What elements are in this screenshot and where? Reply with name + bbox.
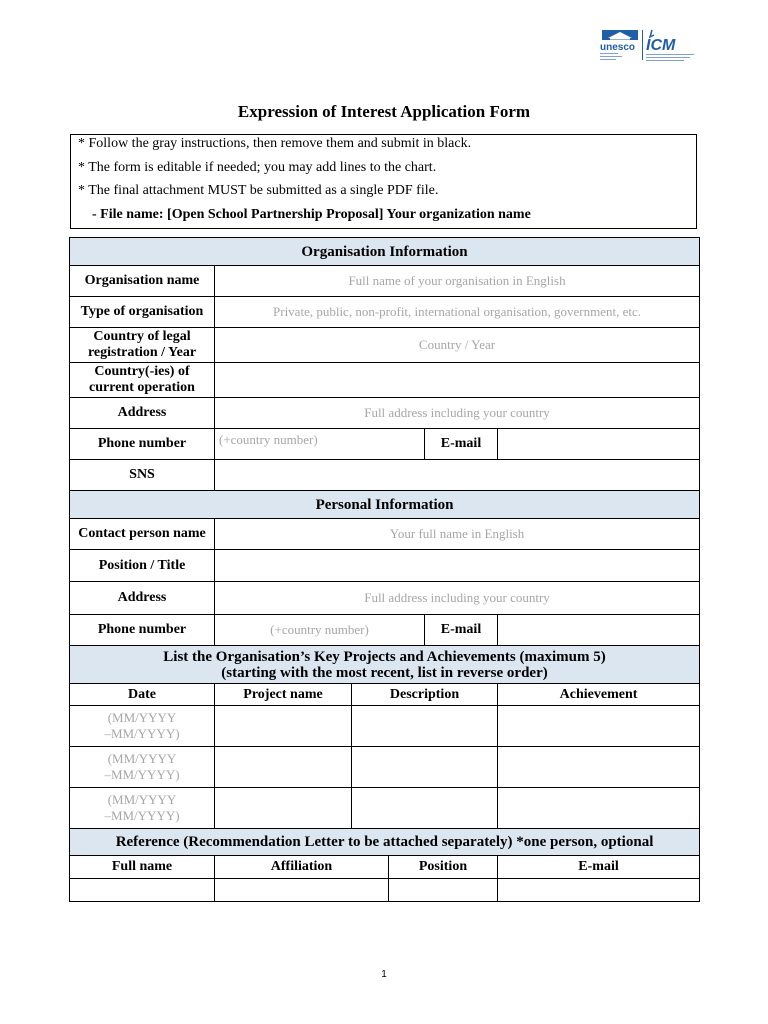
project-achievement-field[interactable] bbox=[498, 706, 700, 747]
personal-email-field[interactable] bbox=[498, 615, 700, 646]
personal-email-label: E-mail bbox=[425, 615, 498, 646]
project-name-field[interactable] bbox=[215, 747, 352, 788]
project-name-field[interactable] bbox=[215, 706, 352, 747]
reference-header: Reference (Recommendation Letter to be attached separately) *one person, optional bbox=[70, 829, 700, 856]
project-name-field[interactable] bbox=[215, 788, 352, 829]
project-date-field[interactable]: (MM/YYYY –MM/YYYY) bbox=[70, 788, 215, 829]
projects-header-line1: List the Organisation’s Key Projects and Achievements (maximum 5) bbox=[163, 648, 606, 665]
org-type-field[interactable]: Private, public, non-profit, international organisation, government, etc. bbox=[215, 297, 700, 328]
contact-name-field[interactable]: Your full name in English bbox=[215, 519, 700, 550]
icm-logo-text: ICM bbox=[646, 37, 676, 54]
personal-phone-label: Phone number bbox=[70, 615, 215, 646]
country-registration-field[interactable]: Country / Year bbox=[215, 328, 700, 363]
project-description-field[interactable] bbox=[352, 747, 498, 788]
ref-col-fullname: Full name bbox=[70, 856, 215, 879]
project-row bbox=[70, 747, 700, 788]
form-title: Expression of Interest Application Form bbox=[237, 102, 531, 121]
org-email-label: E-mail bbox=[425, 429, 498, 460]
org-address-label: Address bbox=[70, 398, 215, 429]
instructions-box bbox=[70, 134, 697, 229]
ref-col-email: E-mail bbox=[498, 856, 700, 879]
projects-header-line2: (starting with the most recent, list in reverse order) bbox=[221, 664, 548, 681]
position-title-label: Position / Title bbox=[70, 550, 215, 582]
col-header-achievement: Achievement bbox=[498, 684, 700, 706]
instruction-line: * Follow the gray instructions, then remove them and submit in black. bbox=[78, 136, 472, 151]
personal-phone-field[interactable]: (+country number) bbox=[215, 615, 425, 646]
personal-address-field[interactable]: Full address including your country bbox=[215, 582, 700, 615]
project-row bbox=[70, 788, 700, 829]
org-name-label: Organisation name bbox=[70, 266, 215, 297]
org-email-field[interactable] bbox=[498, 429, 700, 460]
org-type-label: Type of organisation bbox=[70, 297, 215, 328]
project-achievement-field[interactable] bbox=[498, 788, 700, 829]
sns-field[interactable] bbox=[215, 460, 700, 491]
project-achievement-field[interactable] bbox=[498, 747, 700, 788]
project-date-field[interactable]: (MM/YYYY –MM/YYYY) bbox=[70, 747, 215, 788]
reference-row bbox=[70, 879, 700, 902]
instruction-filename: - File name: [Open School Partnership Proposal] Your organization name bbox=[92, 206, 531, 222]
col-header-project: Project name bbox=[215, 684, 352, 706]
org-phone-label: Phone number bbox=[70, 429, 215, 460]
project-row bbox=[70, 706, 700, 747]
ref-email-field[interactable] bbox=[498, 879, 700, 902]
project-date-field[interactable]: (MM/YYYY –MM/YYYY) bbox=[70, 706, 215, 747]
ref-fullname-field[interactable] bbox=[70, 879, 215, 902]
org-address-field[interactable]: Full address including your country bbox=[215, 398, 700, 429]
page-number: 1 bbox=[381, 969, 387, 980]
unesco-logo-text: unesco bbox=[600, 42, 636, 53]
current-operation-field[interactable] bbox=[215, 363, 700, 398]
project-description-field[interactable] bbox=[352, 788, 498, 829]
col-header-description: Description bbox=[352, 684, 498, 706]
col-header-date: Date bbox=[70, 684, 215, 706]
ref-col-position: Position bbox=[389, 856, 498, 879]
sns-label: SNS bbox=[70, 460, 215, 491]
personal-address-label: Address bbox=[70, 582, 215, 615]
current-operation-label: Country(-ies) of current operation bbox=[70, 363, 215, 398]
country-registration-label: Country of legal registration / Year bbox=[70, 328, 215, 363]
org-phone-field[interactable]: (+country number) bbox=[215, 429, 425, 460]
instruction-line: * The final attachment MUST be submitted as a single PDF file. bbox=[78, 183, 439, 198]
application-form-table bbox=[69, 237, 700, 902]
personal-info-header: Personal Information bbox=[70, 491, 700, 519]
position-title-field[interactable] bbox=[215, 550, 700, 582]
ref-affiliation-field[interactable] bbox=[215, 879, 389, 902]
unesco-icm-logo bbox=[600, 28, 700, 66]
instruction-line: * The form is editable if needed; you may add lines to the chart. bbox=[78, 159, 437, 175]
ref-col-affiliation: Affiliation bbox=[215, 856, 389, 879]
contact-name-label: Contact person name bbox=[70, 519, 215, 550]
org-info-header: Organisation Information bbox=[70, 238, 700, 266]
ref-position-field[interactable] bbox=[389, 879, 498, 902]
projects-header bbox=[70, 646, 700, 684]
project-description-field[interactable] bbox=[352, 706, 498, 747]
org-name-field[interactable]: Full name of your organisation in English bbox=[215, 266, 700, 297]
